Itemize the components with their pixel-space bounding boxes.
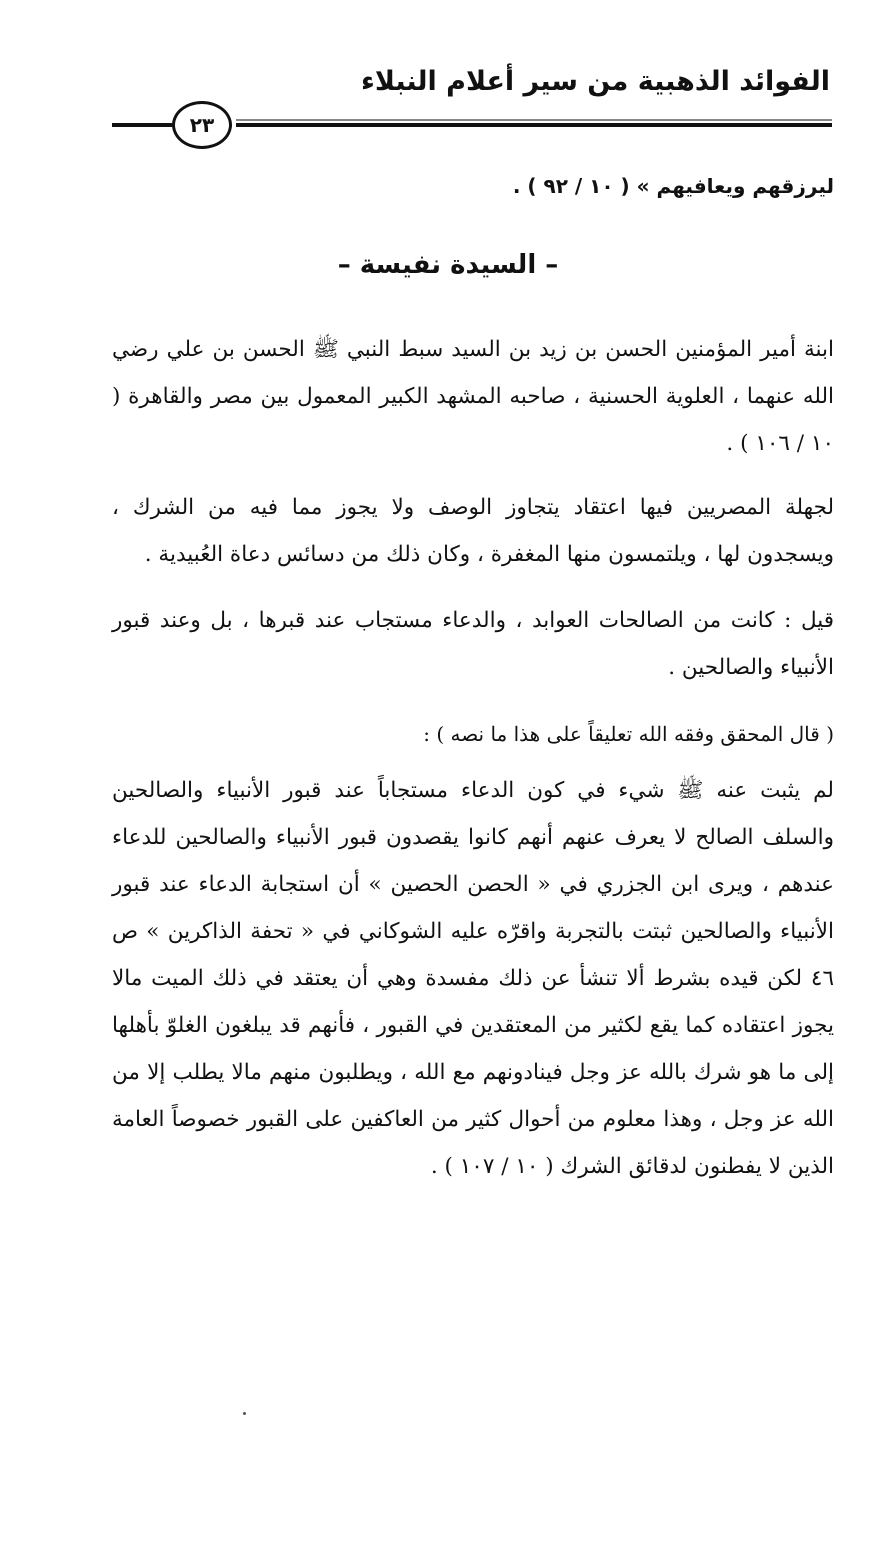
paragraph-editor-comment: لم يثبت عنه ﷺ شيء في كون الدعاء مستجاباً عند قبور الأنبياء والصالحين والسلف الصالح لا يعرف عنهم أنهم كانوا يقصدون قبور الأنبياء والصالحين للدعاء عندهم ، ويرى ابن الجزري في « الحصن الحصين » أن استجابة الدعاء عند قبور الأنبياء والصالحين ثبتت بالتجربة واقرّه عليه الشوكاني في « تحفة الذاكرين » ص ٤٦ لكن قيده بشرط ألا تنشأ عن ذلك مفسدة وهي أن يعتقد في ذلك الميت مالا يجوز اعتقاده كما يقع لكثير من المعتقدين في القبور ، فأنهم قد يبلغون الغلوّ بأهلها إلى ما هو شرك بالله عز وجل فينادونهم مع الله ، ويطلبون منهم مالا يطلب إلا من الله عز وجل ، وهذا معلوم من أحوال كثير من العاكفين على القبور خصوصاً العامة الذين لا يفطنون لدقائق الشرك ( ١٠ / ١٠٧ ) .	[112, 778, 834, 1179]
scan-speck	[243, 1412, 246, 1415]
paragraph-saying: قيل : كانت من الصالحات العوابد ، والدعاء مستجاب عند قبرها ، بل وعند قبور الأنبياء والصالحين .	[112, 608, 834, 680]
paragraph-egyptians: لجهلة المصريين فيها اعتقاد يتجاوز الوصف ولا يجوز مما فيه من الشرك ، ويسجدون لها ، ويلتمسون منها المغفرة ، وكان ذلك من دسائس دعاة العُبيدية .	[112, 495, 834, 567]
continuation-line: ليرزقهم ويعافيهم » ( ١٠ / ٩٢ ) .	[512, 174, 834, 198]
section-title: – السيدة نفيسة –	[337, 250, 559, 280]
paragraph-biography: ابنة أمير المؤمنين الحسن بن زيد بن السيد سبط النبي ﷺ الحسن بن علي رضي الله عنهما ، العلوية الحسنية ، صاحبه المشهد الكبير المعمول بين مصر والقاهرة ( ١٠ / ١٠٦ ) .	[112, 337, 834, 456]
running-title: الفوائد الذهبية من سير أعلام النبلاء	[361, 66, 830, 97]
editor-note-heading: ( قال المحقق وفقه الله تعليقاً على هذا ما نصه ) :	[423, 722, 834, 746]
page-number: ٢٣	[172, 101, 232, 149]
